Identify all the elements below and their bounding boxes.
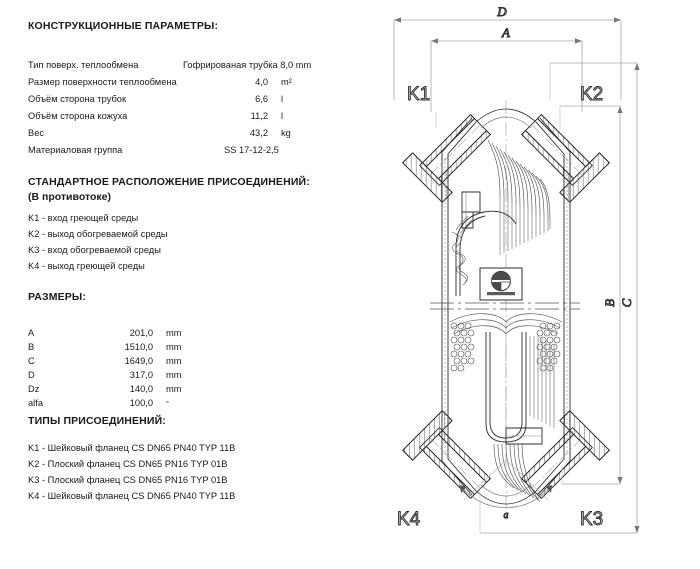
connection-type-item: K4 - Шейковый фланец CS DN65 PN40 TYP 11B [28,491,236,501]
connection-layout-item: K2 - выход обогреваемой среды [28,229,168,239]
spec-unit: m² [281,77,292,87]
dimension-row [28,370,228,384]
port-label-k3: K3 [580,509,604,530]
tube-nest-lower [451,323,560,371]
dimension-label: B [28,342,35,352]
dimension-value: 1649,0 [124,356,153,366]
technical-drawing [380,0,700,569]
heat-exchanger-drawing-svg [380,0,700,569]
connection-type-item: K1 - Шейковый фланец CS DN65 PN40 TYP 11B [28,443,236,453]
connection-type-item: K2 - Плоский фланец CS DN65 PN16 TYP 01B [28,459,228,469]
spec-value: SS 17-12-2,5 [224,145,279,155]
spec-row [28,60,358,74]
dimension-line-A [431,38,582,112]
manufacturer-logo-icon [480,268,522,300]
dimension-unit: mm [166,384,182,394]
nozzle-k1 [403,105,501,203]
spec-label: Материаловая группа [28,145,123,155]
dimension-label-A: A [502,25,510,40]
connection-layout-item: K1 - вход греющей среды [28,213,139,223]
dimension-unit: mm [166,328,182,338]
dimension-value: 201,0 [129,328,153,338]
spec-label: Вес [28,128,45,138]
spec-unit: l [281,94,284,104]
spec-value: 4,0 [255,77,268,87]
dimension-unit: ° [166,399,169,408]
dimension-label: A [28,328,35,338]
dimension-label: alfa [28,398,43,408]
spec-value: Гофрированая трубка 8,0 mm [183,60,312,70]
dimension-value: 317,0 [129,370,153,380]
spec-label: Размер поверхности теплообмена [28,77,177,87]
spec-value: 6,6 [255,94,268,104]
spec-row [28,128,358,142]
connection-types-heading: ТИПЫ ПРИСОЕДИНЕНИЙ: [28,415,166,427]
dimension-unit: mm [166,370,182,380]
dimension-value: 100,0 [129,398,153,408]
spec-label: Объём сторона трубок [28,94,127,104]
dimension-row [28,398,228,412]
spec-unit: l [281,111,284,121]
dimension-label-B: B [602,299,617,307]
tube-runs-lower [530,336,554,428]
dimension-label-D: D [497,4,507,19]
spec-row [28,77,358,91]
connection-layout-item: K3 - вход обогреваемой среды [28,245,161,255]
dimension-unit: mm [166,356,182,366]
dimensions-heading: РАЗМЕРЫ: [28,291,86,303]
dimension-value: 1510,0 [124,342,153,352]
spec-value: 43,2 [249,128,268,138]
tube-runs-top [500,196,550,255]
dimension-label-alfa: a [503,510,509,521]
spec-label: Тип поверх. теплообмена [28,60,139,70]
connections-layout-heading: СТАНДАРТНОЕ РАСПОЛОЖЕНИЕ ПРИСОЕДИНЕНИЙ: [28,176,310,188]
construction-parameters-heading: КОНСТРУКЦИОННЫЕ ПАРАМЕТРЫ: [28,20,219,32]
dimension-unit: mm [166,342,182,352]
connections-layout-subheading: (В противотоке) [28,191,111,203]
dimension-row [28,342,228,356]
port-label-k4: K4 [397,509,421,530]
dimension-label-C: C [619,298,634,308]
spec-row [28,94,358,108]
spec-value: 11,2 [250,111,268,121]
port-label-k1: K1 [407,84,431,105]
connection-layout-item: K4 - выход греющей среды [28,261,145,271]
dimension-label: D [28,370,35,380]
break-line-mid [430,303,580,309]
spec-row [28,145,358,159]
dimension-value: 140,0 [129,384,153,394]
dimension-label: C [28,356,35,366]
dimension-row [28,328,228,342]
port-label-k2: K2 [580,84,604,105]
dimension-label: Dz [28,384,40,394]
spec-label: Объём сторона кожуха [28,111,128,121]
spec-row [28,111,358,125]
dimension-row [28,356,228,370]
spec-unit: kg [281,128,291,138]
dimension-row [28,384,228,398]
connection-type-item: K3 - Плоский фланец CS DN65 PN16 TYP 01B [28,475,228,485]
